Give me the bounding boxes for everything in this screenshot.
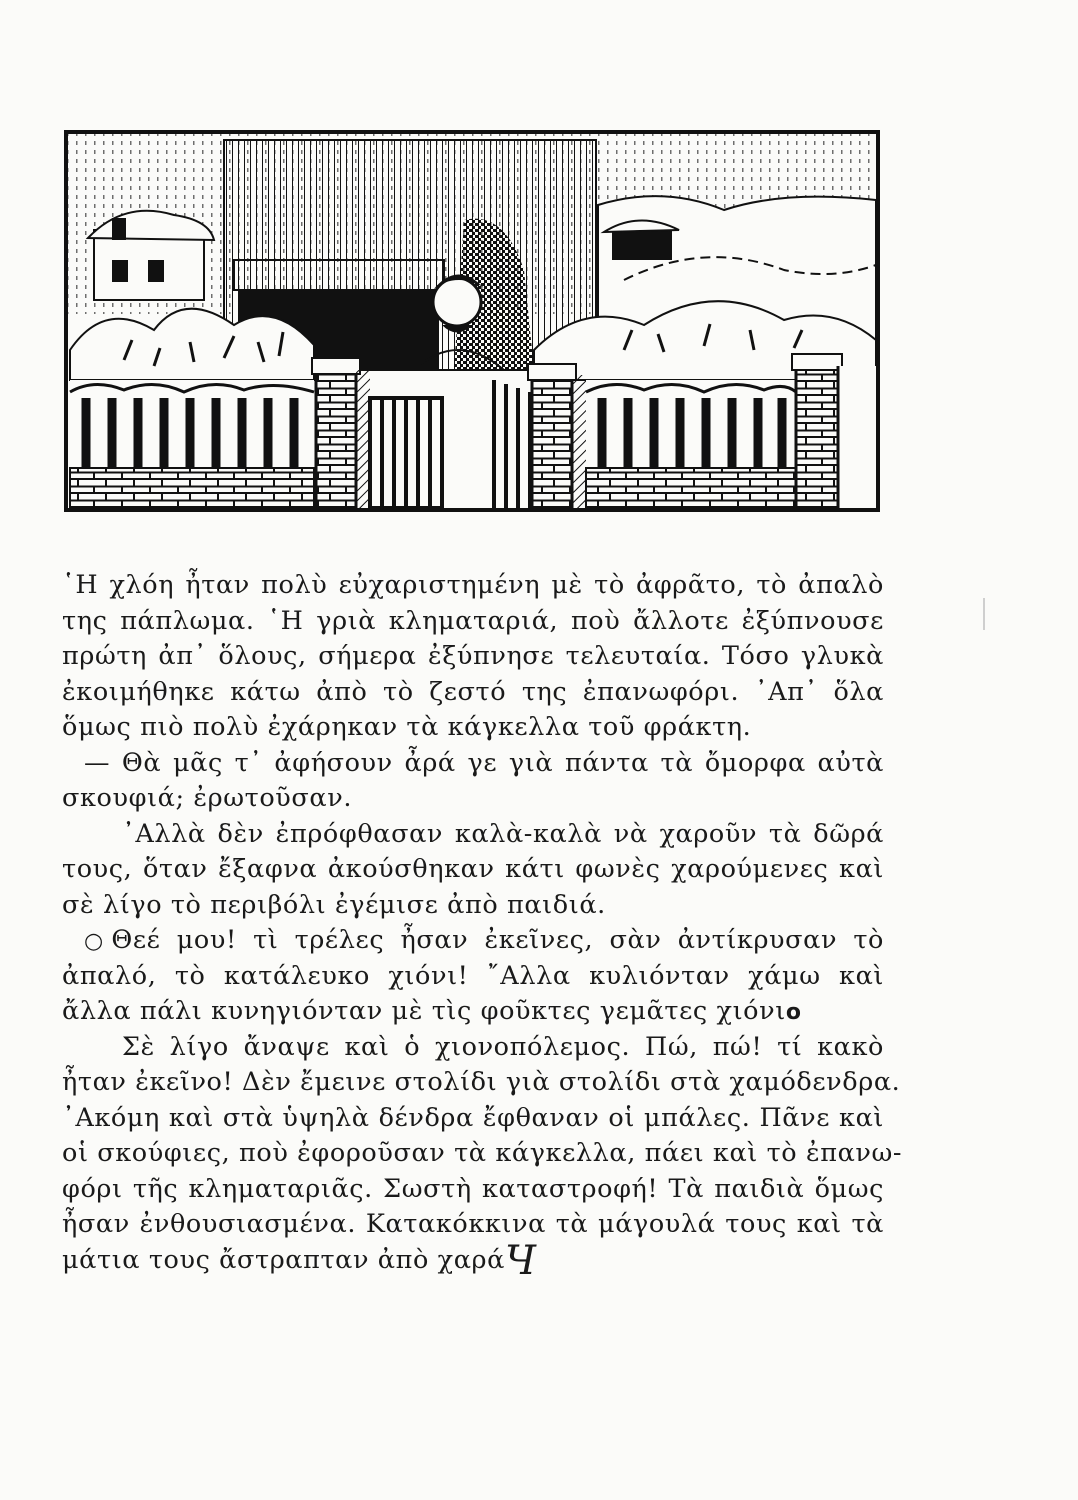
text-line: τους, ὅταν ἔξαφνα ἀκούσθηκαν κάτι φωνὲς χαρούμενες καὶ — [62, 854, 884, 884]
text-line: ἦσαν ἐνθουσιασμένα. Κατακόκκινα τὰ μάγουλά τους καὶ τὰ — [62, 1209, 884, 1239]
text-line: ἐκοιμήθηκε κάτω ἀπὸ τὸ ζεστό της ἐπανωφόρι. ᾽Απ᾽ ὅλα — [62, 676, 884, 707]
close-quote-mark: o — [785, 1000, 802, 1025]
text-line: σὲ λίγο τὸ περιβόλι ἐγέμισε ἀπὸ παιδιά. — [62, 889, 606, 920]
text-line: — Θὰ μᾶς τ᾽ ἀφήσουν ἆρά γε γιὰ πάντα τὰ ὄμορφα αὐτὰ — [84, 747, 884, 778]
text-line: οἱ σκούφιες, ποὺ ἐφοροῦσαν τὰ κάγκελλα, πάει καὶ τὸ ἐπανω- — [62, 1138, 903, 1168]
text-line — [62, 1237, 884, 1284]
snow-scene-illustration — [64, 130, 880, 512]
story-text — [62, 568, 903, 1284]
text-line: ἦταν ἐκεῖνο! Δὲν ἔμεινε στολίδι γιὰ στολίδι στὰ χαμόδενδρα. — [62, 1067, 901, 1097]
text-line-content: ἄλλα πάλι κυνηγιόνταν μὲ τὶς φοῦκτες γεμᾶτες χιόνι — [62, 996, 786, 1026]
open-quote-mark: ○ — [84, 929, 112, 954]
text-line: ᾽Αλλὰ δὲν ἐπρόφθασαν καλὰ-καλὰ νὰ χαροῦν τὰ δῶρά — [122, 818, 884, 849]
paragraph — [62, 817, 884, 924]
text-line: φόρι τῆς κληματαριᾶς. Σωστὴ καταστροφή! Τὰ παιδιὰ ὅμως — [62, 1173, 884, 1204]
text-line: Σὲ λίγο ἄναψε καὶ ὁ χιονοπόλεμος. Πώ, πώ! τί κακὸ — [122, 1031, 884, 1062]
text-line: ἀπαλό, τὸ κατάλευκο χιόνι! ῎Αλλα κυλιόνταν χάμω καὶ — [62, 960, 884, 991]
text-line: ὅμως πιὸ πολὺ ἐχάρηκαν τὰ κάγκελλα τοῦ φράκτη. — [62, 712, 752, 742]
text-line — [62, 994, 884, 1030]
text-line — [62, 923, 884, 959]
margin-mark — [983, 598, 985, 630]
text-line: ῾Η χλόη ἦταν πολὺ εὐχαριστημένη μὲ τὸ ἀφρᾶτο, τὸ ἀπαλὸ — [62, 570, 884, 600]
paragraph — [62, 746, 884, 817]
text-line: σκουφιά; ἐρωτοῦσαν. — [62, 783, 353, 813]
text-line: πρώτη ἀπ᾽ ὅλους, σήμερα ἐξύπνησε τελευταία. Τόσο γλυκὰ — [62, 641, 884, 671]
paragraph — [62, 1030, 903, 1284]
text-line-content: Θεέ μου! τὶ τρέλες ἦσαν ἐκεῖνες, σὰν ἀντίκρυσαν τὸ — [111, 925, 885, 955]
paragraph — [62, 568, 884, 746]
end-mark: Ч — [504, 1237, 537, 1284]
paragraph — [62, 923, 884, 1030]
text-line: της πάπλωμα. ῾Η γριὰ κληματαριά, ποὺ ἄλλοτε ἐξύπνουσε — [62, 605, 884, 636]
text-line-content: μάτια τους ἄστραπταν ἀπὸ χαρά — [62, 1244, 505, 1275]
text-line: ᾽Ακόμη καὶ στὰ ὑψηλὰ δένδρα ἔφθαναν οἱ μπάλες. Πᾶνε καὶ — [62, 1102, 884, 1133]
